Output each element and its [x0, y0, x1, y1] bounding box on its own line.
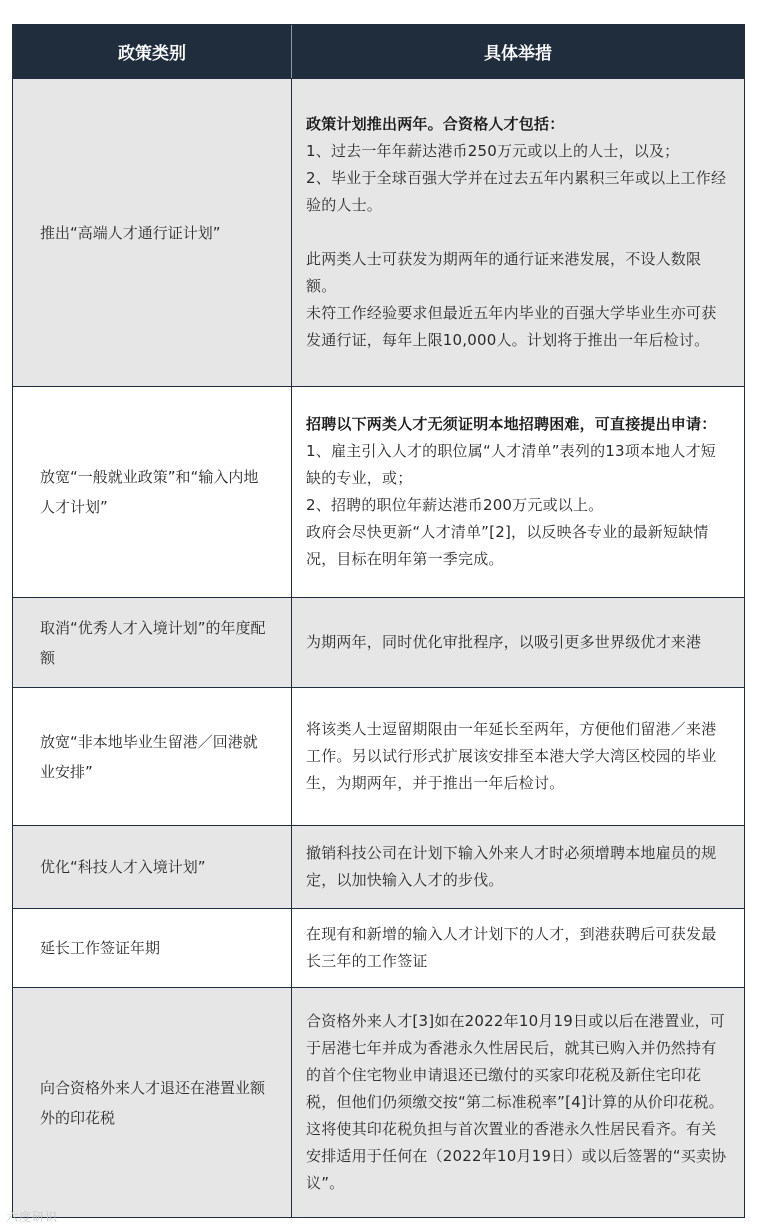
measure-line: 为期两年，同时优化审批程序，以吸引更多世界级优才来港: [306, 633, 702, 651]
measure-heading: 政策计划推出两年。合资格人才包括：: [306, 115, 565, 133]
measure-line: 将该类人士逗留期限由一年延长至两年，方便他们留港／来港工作。另以试行形式扩展该安排至本港大学大湾区校园的毕业生，为期两年，并于推出一年后检讨。: [306, 720, 717, 792]
table-row: [13, 597, 744, 687]
measure-line: 政府会尽快更新“人才清单”[2]，以反映各专业的最新短缺情况，目标在明年第一季完成。: [306, 523, 709, 568]
measure-line: 1、雇主引入人才的职位属“人才清单”表列的13项本地人才短缺的专业，或；: [306, 442, 716, 487]
table-row: [13, 78, 744, 386]
row-category: 取消“优秀人才入境计划”的年度配额: [13, 598, 292, 687]
row-measures: [292, 79, 744, 386]
policy-table: [12, 24, 745, 1218]
measure-line: 2、毕业于全球百强大学并在过去五年内累积三年或以上工作经验的人士。: [306, 169, 727, 214]
measure-line: 在现有和新增的输入人才计划下的人才，到港获聘后可获发最长三年的工作签证: [306, 925, 717, 970]
measure-line: 合资格外来人才[3]如在2022年10月19日或以后在港置业，可于居港七年并成为香港永久性居民后，就其已购入并仍然持有的首个住宅物业申请退还已缴付的买家印花税及新住宅印花税，但他们仍须缴交按“第二标准税率”[4]计算的从价印花税。这将使其印花税负担与首次置业的香港永久性居民看齐。有关安排适用于任何在（2022年10月19日）或以后签署的“买卖协议”。: [306, 1012, 727, 1192]
measure-line: 2、招聘的职位年薪达港币200万元或以上。: [306, 496, 604, 514]
row-measures: [292, 988, 744, 1217]
row-category: 向合资格外来人才退还在港置业额外的印花税: [13, 988, 292, 1217]
row-measures: [292, 598, 744, 687]
watermark: 六度研识: [6, 1210, 59, 1224]
row-measures: [292, 909, 744, 987]
row-measures: [292, 387, 744, 597]
row-measures: [292, 826, 744, 908]
measure-line: 撤销科技公司在计划下输入外来人才时必须增聘本地雇员的规定，以加快输入人才的步伐。: [306, 844, 717, 889]
table-row: [13, 908, 744, 987]
table-row: [13, 825, 744, 908]
row-category: 推出“高端人才通行证计划”: [13, 79, 292, 386]
table-row: [13, 386, 744, 597]
measure-heading: 招聘以下两类人才无须证明本地招聘困难，可直接提出申请：: [306, 415, 717, 433]
table-row: [13, 687, 744, 825]
table-header: [13, 25, 744, 78]
row-category: 延长工作签证年期: [13, 909, 292, 987]
table-row: [13, 987, 744, 1217]
row-category: 放宽“一般就业政策”和“输入内地人才计划”: [13, 387, 292, 597]
header-specific-measures: 具体举措: [484, 44, 552, 64]
measure-line: 未符工作经验要求但最近五年内毕业的百强大学毕业生亦可获发通行证，每年上限10,000人。计划将于推出一年后检讨。: [306, 304, 717, 349]
row-measures: [292, 688, 744, 825]
row-category: 优化“科技人才入境计划”: [13, 826, 292, 908]
measure-line: 1、过去一年年薪达港币250万元或以上的人士，以及；: [306, 142, 680, 160]
row-category: 放宽“非本地毕业生留港／回港就业安排”: [13, 688, 292, 825]
header-policy-category: 政策类别: [13, 25, 292, 78]
measure-line: 此两类人士可获发为期两年的通行证来港发展，不设人数限额。: [306, 250, 702, 295]
